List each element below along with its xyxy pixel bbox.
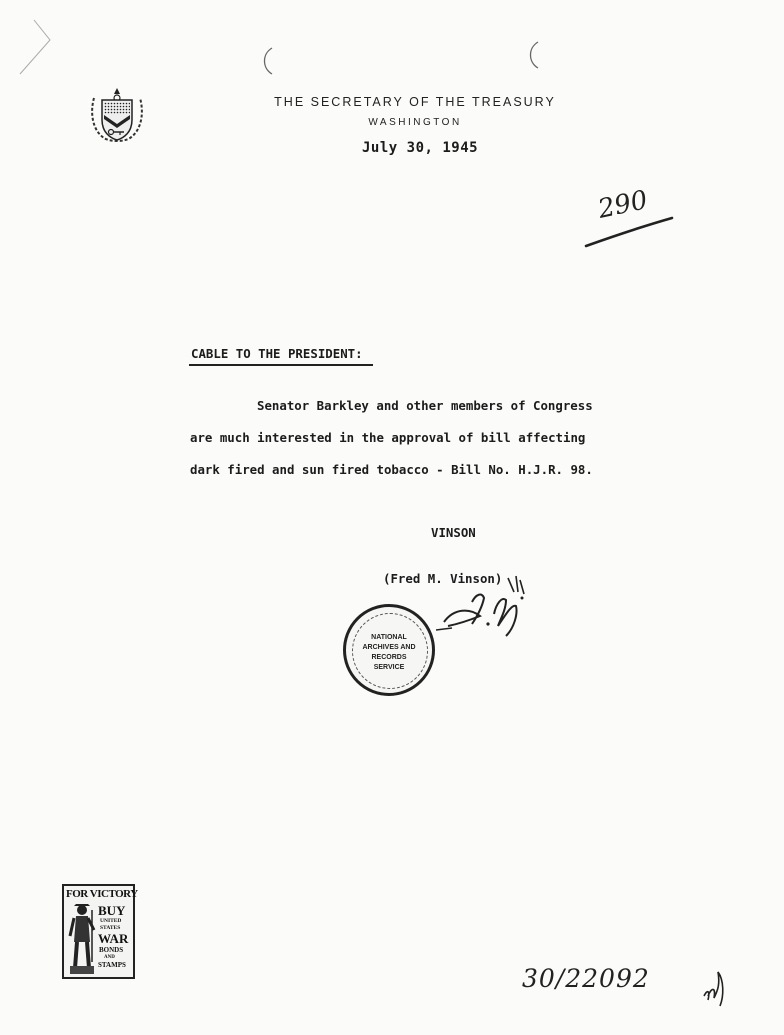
victory-header: FOR VICTORY [66, 888, 138, 900]
letterhead-title: THE SECRETARY OF THE TREASURY [274, 95, 556, 109]
punch-hole-mark [524, 40, 544, 70]
handwritten-initials-mark [698, 966, 734, 1010]
treasury-seal-icon [86, 84, 148, 146]
handwritten-initials-signature [436, 568, 546, 640]
stamp-line: ARCHIVES AND [362, 644, 416, 651]
memo-heading: CABLE TO THE PRESIDENT: [191, 346, 363, 361]
victory-and: AND [104, 955, 115, 960]
victory-buy: BUY [98, 903, 126, 918]
handwritten-file-number: 30/22092 [522, 964, 650, 993]
stamp-line: NATIONAL [371, 634, 407, 641]
heading-underline [189, 364, 373, 366]
victory-war: WAR [98, 931, 129, 946]
memo-body-line: dark fired and sun fired tobacco - Bill No. H.J.R. 98. [190, 462, 593, 477]
handwritten-underline-stroke [584, 212, 676, 252]
victory-bonds: BONDS [99, 946, 124, 954]
memo-body-line: are much interested in the approval of bill affecting [190, 430, 586, 445]
page-corner-mark [14, 18, 54, 78]
victory-united: UNITED [100, 918, 122, 924]
handwritten-reference-number: 290 [595, 185, 651, 225]
letterhead-city: WASHINGTON [368, 117, 462, 128]
signer-name: (Fred M. Vinson) [383, 571, 503, 586]
memo-body-line: Senator Barkley and other members of Congress [257, 398, 593, 413]
punch-hole-mark [258, 46, 278, 76]
stamp-line: RECORDS [371, 654, 407, 661]
archives-stamp [343, 604, 435, 696]
stamp-line: SERVICE [373, 664, 405, 671]
letter-date: July 30, 1945 [362, 140, 479, 156]
war-bonds-stamp [62, 884, 138, 979]
minuteman-figure-icon [68, 902, 96, 976]
victory-stamps: STAMPS [98, 961, 126, 969]
typed-signature: VINSON [431, 525, 476, 540]
victory-states: STATES [100, 925, 121, 931]
